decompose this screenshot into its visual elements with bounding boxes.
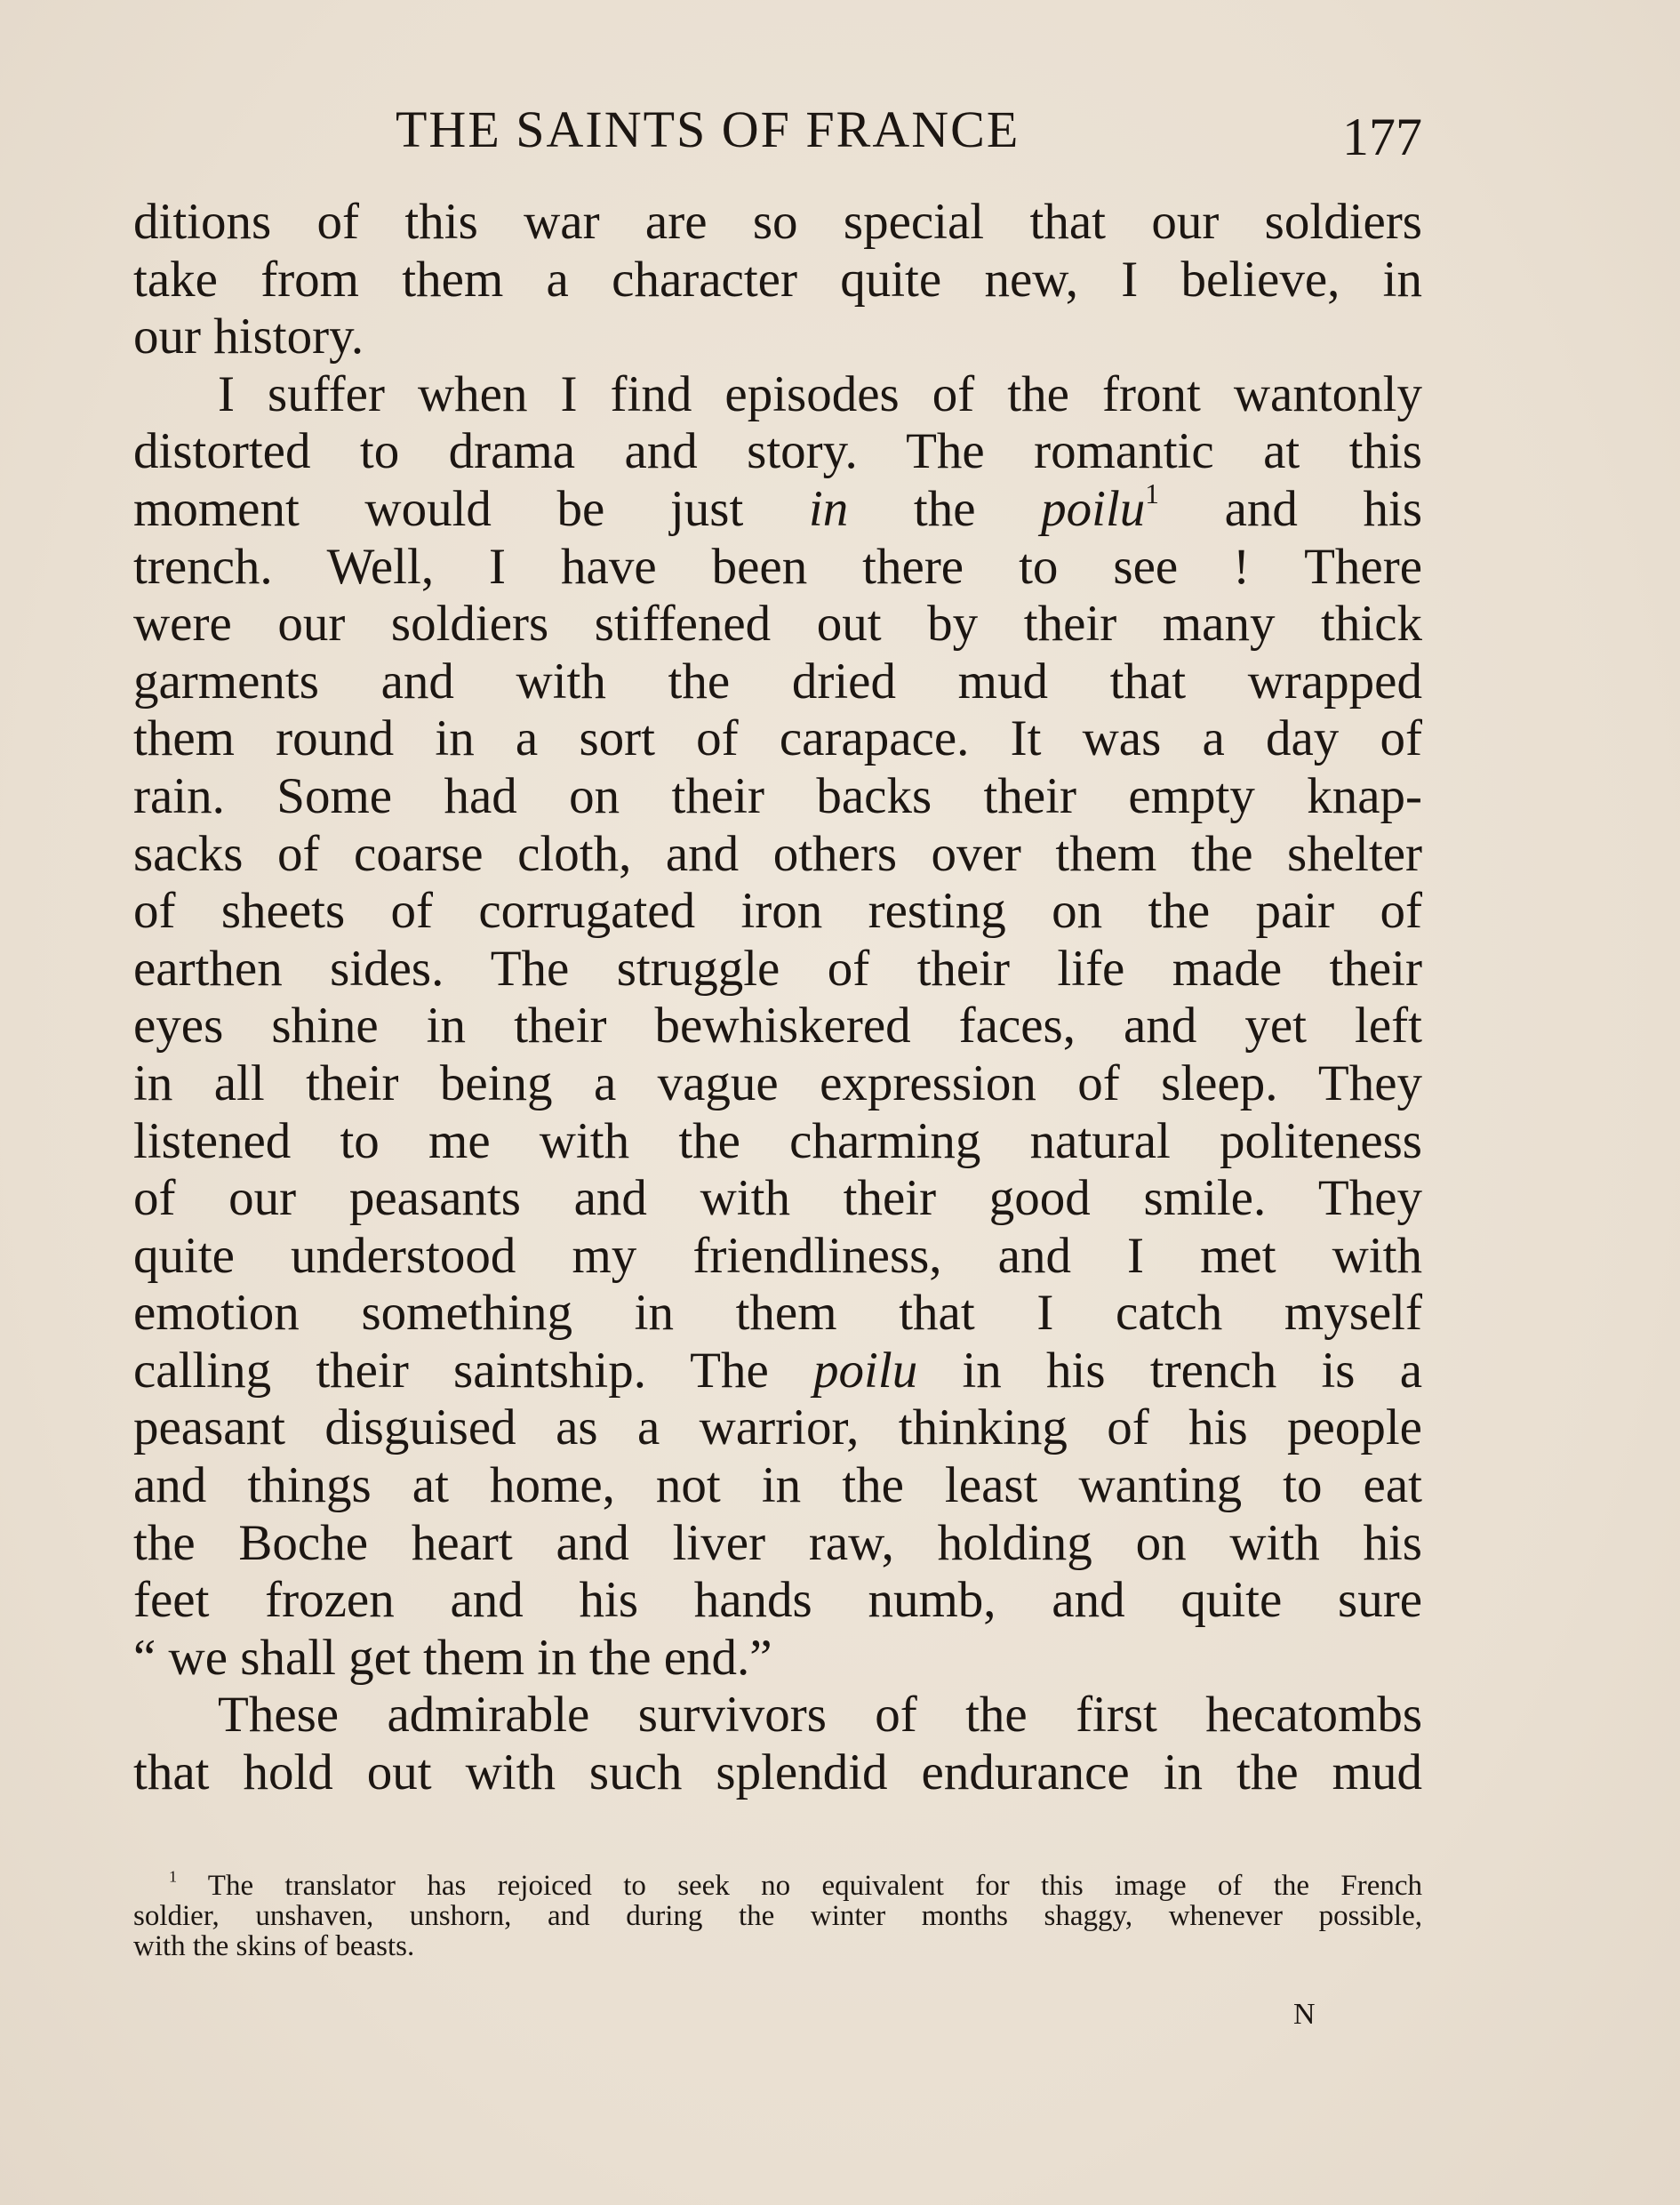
text-line: peasant disguised as a warrior, thinking of his people	[133, 1399, 1422, 1456]
text-line	[133, 477, 1423, 539]
text-line: and things at home, not in the least wanting to eat	[133, 1457, 1422, 1514]
body-text	[133, 194, 1422, 1802]
page-header	[133, 94, 1422, 165]
footnote-text: The translator has rejoiced to seek no equivalent for this image of the French	[207, 1870, 1422, 1902]
text-line: them round in a sort of carapace. It was a day of	[133, 710, 1422, 767]
text-line: I suffer when I find episodes of the front wantonly	[218, 365, 1422, 422]
italic-word: poilu	[1041, 480, 1146, 537]
text-line: take from them a character quite new, I believe, in	[133, 251, 1422, 308]
text-line: rain. Some had on their backs their empty knap-	[133, 767, 1422, 824]
signature-mark: N	[1293, 1998, 1316, 2031]
text-segment: and his	[1158, 480, 1423, 537]
text-line: ditions of this war are so special that our soldiers	[133, 194, 1422, 250]
text-segment: the	[848, 480, 1042, 537]
footnote-line: with the skins of beasts.	[133, 1930, 415, 1962]
text-line: sacks of coarse cloth, and others over them the shelter	[133, 825, 1422, 882]
italic-word: poilu	[813, 1342, 918, 1399]
page-number: 177	[1342, 108, 1422, 166]
text-line: of sheets of corrugated iron resting on the pair of	[133, 883, 1422, 940]
footnote-line: soldier, unshaven, unshorn, and during the winter months shaggy, whenever possible,	[133, 1900, 1422, 1932]
text-line: emotion something in them that I catch myself	[133, 1285, 1422, 1342]
text-segment: in his trench is a	[917, 1342, 1422, 1399]
text-segment: moment would be just	[133, 480, 809, 537]
text-line: eyes shine in their bewhiskered faces, and yet left	[133, 998, 1422, 1054]
text-line: feet frozen and his hands numb, and quite sure	[133, 1572, 1422, 1629]
text-line: were our soldiers stiffened out by their many thick	[133, 596, 1422, 653]
text-line: listened to me with the charming natural politeness	[133, 1112, 1422, 1169]
text-line: that hold out with such splendid endurance in the mud	[133, 1744, 1422, 1801]
text-line: distorted to drama and story. The romantic at this	[133, 423, 1422, 480]
text-line: in all their being a vague expression of sleep. They	[133, 1054, 1422, 1111]
text-line: of our peasants and with their good smile. They	[133, 1170, 1422, 1227]
text-line: garments and with the dried mud that wrapped	[133, 653, 1422, 710]
text-line: the Boche heart and liver raw, holding on with his	[133, 1514, 1422, 1571]
text-line: These admirable survivors of the first hecatombs	[218, 1687, 1422, 1744]
text-line: trench. Well, I have been there to see ! There	[133, 538, 1422, 595]
footnote	[133, 1867, 1422, 1962]
text-line: “ we shall get them in the end.”	[133, 1629, 772, 1686]
footnote-line	[133, 1867, 1422, 1902]
text-segment: calling their saintship. The	[133, 1342, 814, 1399]
footnote-reference: 1	[1145, 477, 1159, 509]
text-line: earthen sides. The struggle of their life made their	[133, 940, 1422, 997]
text-line: quite understood my friendliness, and I met with	[133, 1227, 1422, 1284]
text-line: our history.	[133, 309, 364, 365]
running-title: THE SAINTS OF FRANCE	[396, 100, 1020, 158]
italic-word: in	[808, 480, 849, 537]
footnote-marker: 1	[169, 1867, 178, 1886]
text-line	[133, 1343, 1422, 1400]
